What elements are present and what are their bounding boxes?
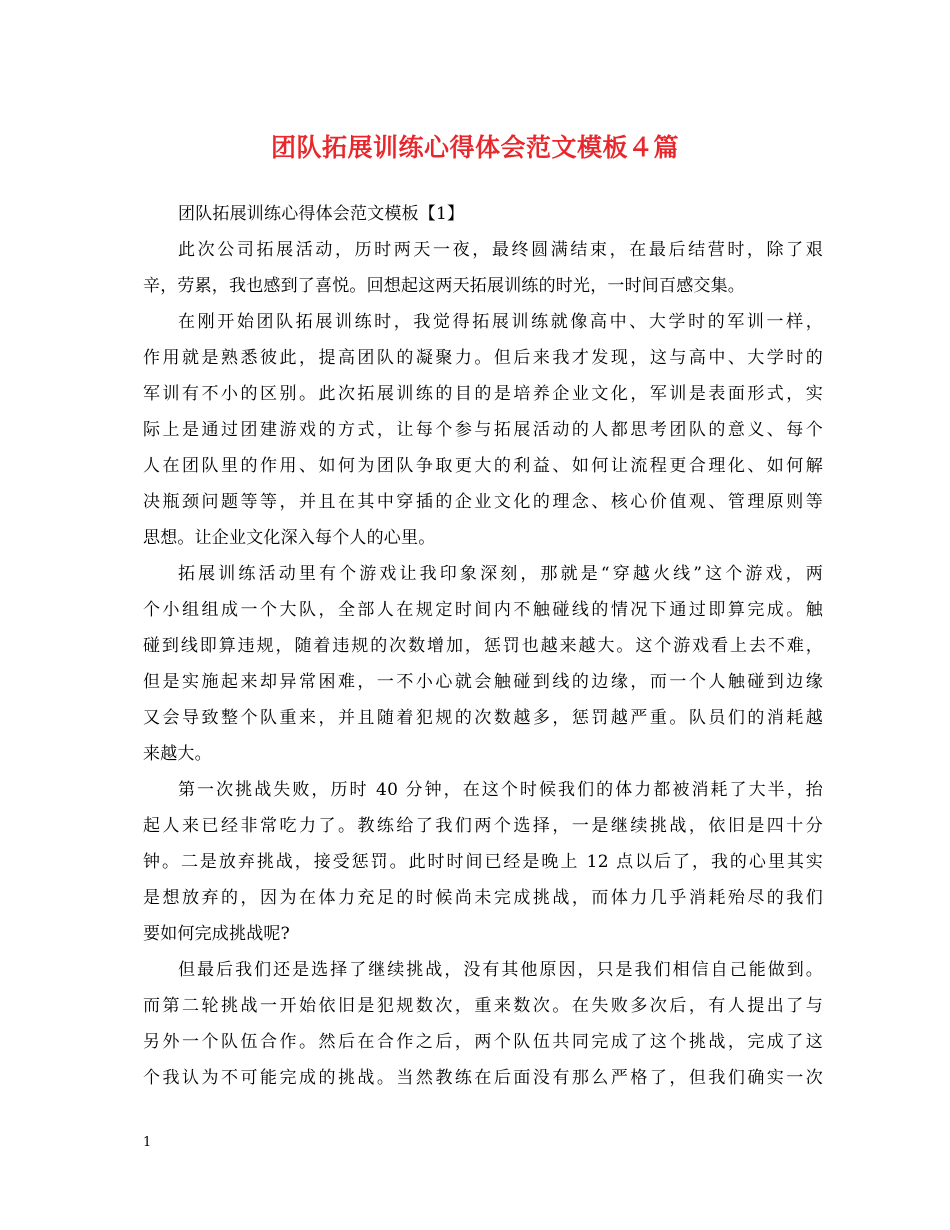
body-text-line: 团队拓展训练心得体会范文模板【1】: [178, 204, 465, 224]
body-text-line: 在刚开始团队拓展训练时，我觉得拓展训练就像高中、大学时的军训一样，: [178, 312, 823, 332]
body-text-line: 拓展训练活动里有个游戏让我印象深刻，那就是“穿越火线”这个游戏，两: [178, 564, 823, 584]
body-text-line: 但最后我们还是选择了继续挑战，没有其他原因，只是我们相信自己能做到。: [178, 960, 823, 980]
document-title: 团队拓展训练心得体会范文模板４篇: [270, 133, 679, 162]
body-text-line: 第一次挑战失败，历时 40 分钟，在这个时候我们的体力都被消耗了大半，抬: [178, 780, 823, 800]
body-text-line: 人在团队里的作用、如何为团队争取更大的利益、如何让流程更合理化、如何解: [143, 456, 823, 476]
body-text-line: 而第二轮挑战一开始依旧是犯规数次，重来数次。在失败多次后，有人提出了与: [143, 996, 823, 1016]
body-text-line: 来越大。: [143, 744, 212, 764]
body-text-line: 思想。让企业文化深入每个人的心里。: [143, 528, 436, 548]
body-text-line: 军训有不小的区别。此次拓展训练的目的是培养企业文化，军训是表面形式，实: [143, 384, 823, 404]
body-text-line: 又会导致整个队重来，并且随着犯规的次数越多，惩罚越严重。队员们的消耗越: [143, 708, 823, 728]
body-text-line: 起人来已经非常吃力了。教练给了我们两个选择，一是继续挑战，依旧是四十分: [143, 816, 823, 836]
body-text-line: 个我认为不可能完成的挑战。当然教练在后面没有那么严格了，但我们确实一次: [143, 1068, 823, 1088]
page-number: 1: [143, 1135, 152, 1150]
body-text-line: 辛，劳累，我也感到了喜悦。回想起这两天拓展训练的时光，一时间百感交集。: [143, 276, 745, 296]
body-text-line: 要如何完成挑战呢?: [143, 924, 290, 944]
body-text-line: 钟。二是放弃挑战，接受惩罚。此时时间已经是晚上 12 点以后了，我的心里其实: [143, 852, 823, 872]
body-text-line: 此次公司拓展活动，历时两天一夜，最终圆满结束，在最后结营时，除了艰: [178, 240, 823, 260]
body-text-line: 决瓶颈问题等等，并且在其中穿插的企业文化的理念、核心价值观、管理原则等: [143, 492, 823, 512]
body-text-line: 际上是通过团建游戏的方式，让每个参与拓展活动的人都思考团队的意义、每个: [143, 420, 823, 440]
body-text-line: 碰到线即算违规，随着违规的次数增加，惩罚也越来越大。这个游戏看上去不难，: [143, 636, 823, 656]
body-text-line: 个小组组成一个大队，全部人在规定时间内不触碰线的情况下通过即算完成。触: [143, 600, 823, 620]
document-body: [143, 196, 823, 1096]
body-text-line: 但是实施起来却异常困难，一不小心就会触碰到线的边缘，而一个人触碰到边缘: [143, 672, 823, 692]
body-text-line: 是想放弃的，因为在体力充足的时候尚未完成挑战，而体力几乎消耗殆尽的我们: [143, 888, 823, 908]
body-text-line: 作用就是熟悉彼此，提高团队的凝聚力。但后来我才发现，这与高中、大学时的: [143, 348, 823, 368]
body-text-line: 另外一个队伍合作。然后在合作之后，两个队伍共同完成了这个挑战，完成了这: [143, 1032, 823, 1052]
